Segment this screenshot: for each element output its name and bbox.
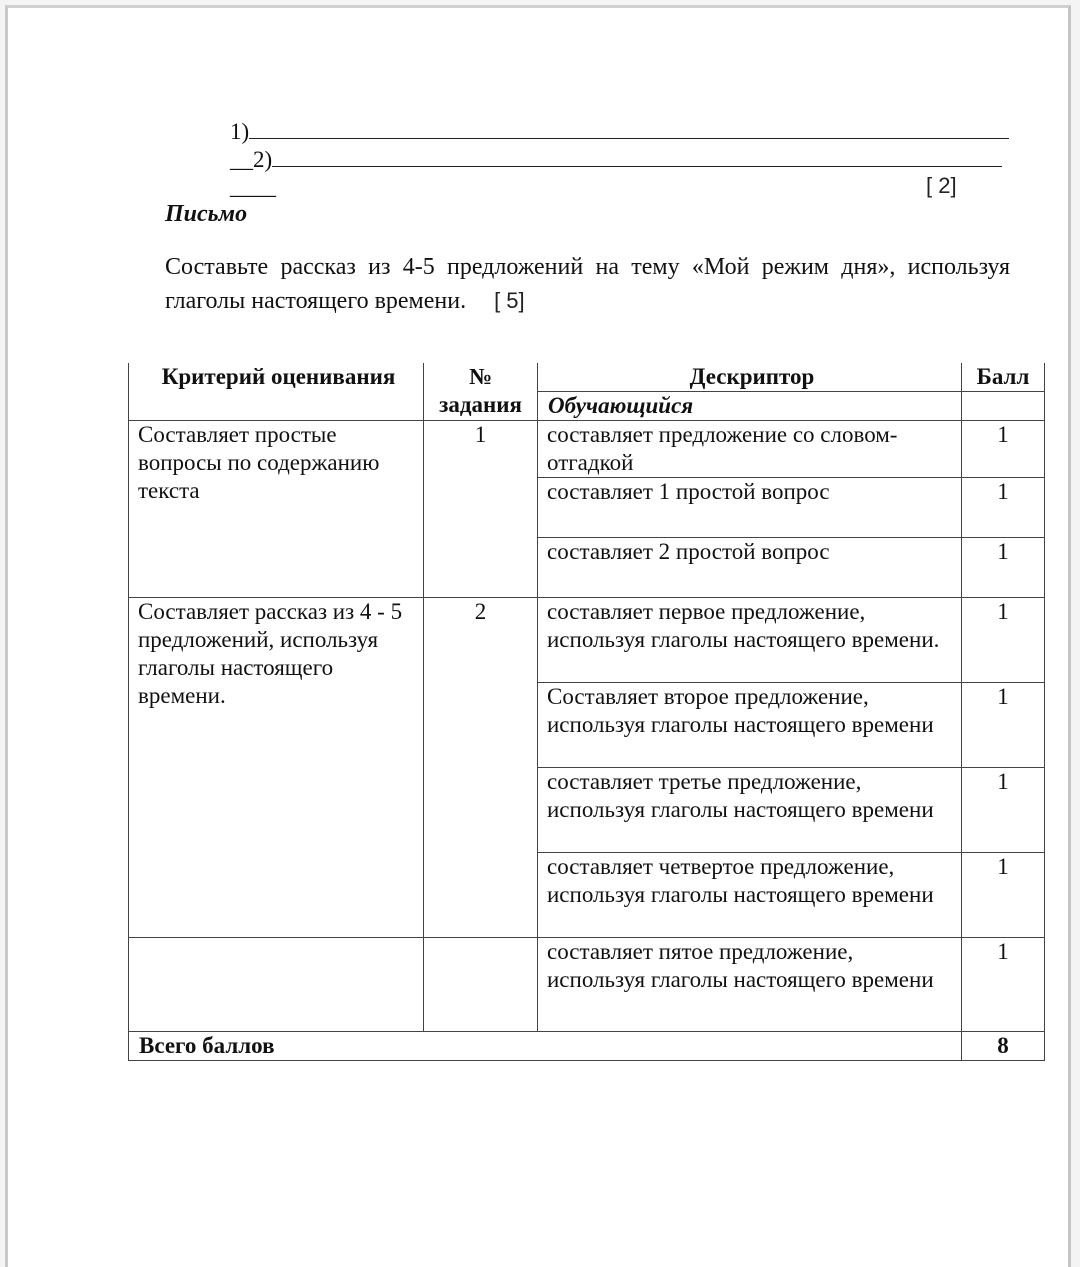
criterion-cell <box>129 938 424 1032</box>
score-cell: 1 <box>962 598 1045 683</box>
answer-line-3-blank: ____ <box>230 174 276 199</box>
total-row <box>129 1032 1045 1061</box>
header-criterion: Критерий оценивания <box>129 363 424 421</box>
section-heading: Письмо <box>165 201 248 227</box>
score-cell: 1 <box>962 683 1045 768</box>
task-mark: [ 5] <box>494 288 525 313</box>
score-cell: 1 <box>962 853 1045 938</box>
criterion-cell: Составляет рассказ из 4 - 5 предложений, используя глаголы настоящего времени. <box>129 598 424 938</box>
table-row <box>129 421 1045 478</box>
descriptor-cell: составляет 2 простой вопрос <box>538 538 962 598</box>
descriptor-cell: составляет третье предложение, используя глаголы настоящего времени <box>538 768 962 853</box>
descriptor-cell: составляет первое предложение, используя глаголы настоящего времени. <box>538 598 962 683</box>
header-task-no-symbol: № <box>468 364 493 389</box>
descriptor-cell: составляет 1 простой вопрос <box>538 478 962 538</box>
descriptor-cell: составляет предложение со словом-отгадкой <box>538 421 962 478</box>
header-task-no-word: задания <box>439 392 522 417</box>
criterion-cell: Составляет простые вопросы по содержанию текста <box>129 421 424 598</box>
answer-line-2-prefix: __ <box>230 147 253 172</box>
score-cell: 1 <box>962 421 1045 478</box>
header-descriptor: Дескриптор <box>538 363 962 392</box>
answer-line-2-label: 2) <box>253 147 273 172</box>
score-cell: 1 <box>962 768 1045 853</box>
answer-line-2-blank <box>272 144 1002 167</box>
score-cell: 1 <box>962 938 1045 1032</box>
header-score-sub <box>962 392 1045 421</box>
descriptor-cell: составляет четвертое предложение, используя глаголы настоящего времени <box>538 853 962 938</box>
task-number-cell <box>424 938 538 1032</box>
header-descriptor-sub: Обучающийся <box>538 392 962 421</box>
total-label: Всего баллов <box>129 1032 962 1061</box>
total-value: 8 <box>962 1032 1045 1061</box>
score-cell: 1 <box>962 538 1045 598</box>
task-number-cell: 2 <box>424 598 538 938</box>
document-page <box>5 5 1071 1267</box>
descriptor-cell: составляет пятое предложение, используя глаголы настоящего времени <box>538 938 962 1032</box>
answer-line-1-blank <box>249 116 1009 139</box>
answer-line-1-label: 1) <box>230 119 250 144</box>
answer-line-3 <box>230 174 276 200</box>
table-row <box>129 938 1045 1032</box>
score-cell: 1 <box>962 478 1045 538</box>
header-task-no <box>424 363 538 421</box>
header-score: Балл <box>962 363 1045 392</box>
table-row <box>129 598 1045 683</box>
task-paragraph <box>165 251 1010 318</box>
assessment-criteria-table <box>128 363 1045 1061</box>
task-number-cell: 1 <box>424 421 538 598</box>
answer-line-1 <box>230 116 1009 145</box>
task-text: Составьте рассказ из 4-5 предложений на тему «Мой режим дня», используя глаголы настоящего времени. <box>165 254 1010 314</box>
answer-line-2 <box>230 144 1002 173</box>
answer-mark: [ 2] <box>926 173 957 198</box>
descriptor-cell: Составляет второе предложение, используя глаголы настоящего времени <box>538 683 962 768</box>
